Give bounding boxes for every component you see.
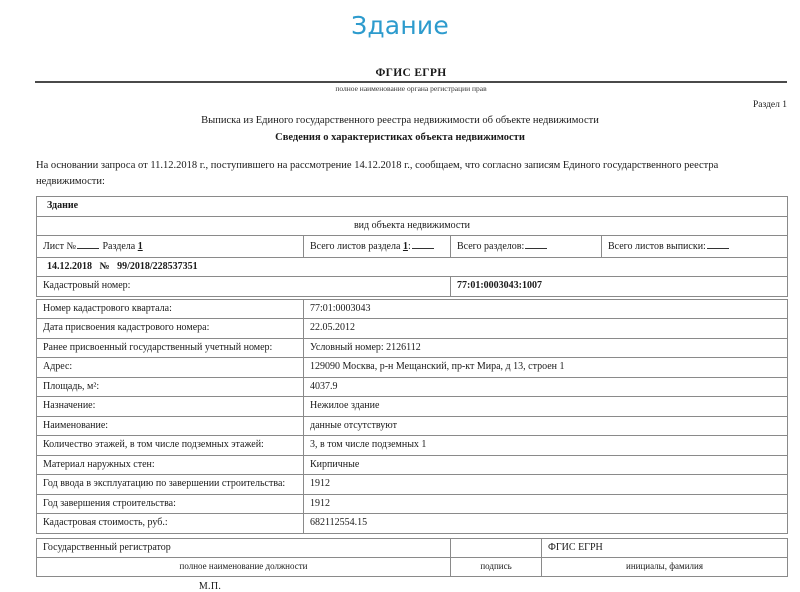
total-extract-sheets-label: Всего листов выписки: [608,241,706,253]
attribute-label: Наименование: [37,416,304,436]
signature-row-captions [37,558,788,576]
page-title: Здание [351,11,449,40]
attribute-label: Номер кадастрового квартала: [37,299,304,319]
attribute-value: Нежилое здание [304,397,788,417]
table-row [37,358,788,378]
attribute-label: Кадастровая стоимость, руб.: [37,514,304,534]
attribute-value: Условный номер: 2126112 [304,338,788,358]
table-row [37,319,788,339]
organization-caption: полное наименование органа регистрации прав [335,84,487,94]
attribute-label: Площадь, м²: [37,377,304,397]
attribute-label: Год завершения строительства: [37,494,304,514]
total-sections-label: Всего разделов: [457,241,525,253]
signature-field [451,538,542,558]
table-row [37,416,788,436]
attribute-label: Количество этажей, в том числе подземных этажей: [37,436,304,456]
table-row [37,397,788,417]
total-sheets-suffix: : [407,241,411,253]
document-line-cell [37,257,788,277]
total-section-sheets-cell [304,236,451,258]
attribute-label: Дата присвоения кадастрового номера: [37,319,304,339]
attribute-value: 3, в том числе подземных 1 [304,436,788,456]
stamp-placeholder: М.П. [198,580,222,592]
sheet-label-pre: Лист № [43,241,76,253]
section-label: Раздел 1 [753,100,787,111]
attribute-value: 1912 [304,494,788,514]
total-extract-sheets-blank [707,239,729,249]
attribute-label: Материал наружных стен: [37,455,304,475]
attribute-value: 77:01:0003043 [304,299,788,319]
object-type-value: Здание [37,197,788,217]
registrar-title: Государственный регистратор [37,538,451,558]
sheet-number-blank [77,239,99,249]
document-subtitle: Выписка из Единого государственного реестра недвижимости об объекте недвижимости [201,115,599,127]
table-row-document-line [37,257,788,277]
organization-header [0,67,800,95]
attribute-label: Год ввода в эксплуатацию по завершении строительства: [37,475,304,495]
document-no-sign: № [99,260,110,272]
object-type-caption: вид объекта недвижимости [37,216,788,236]
attribute-value: Кирпичные [304,455,788,475]
attribute-value: 1912 [304,475,788,495]
total-sheets-blank [412,239,434,249]
sheet-section-number: 1 [137,241,143,253]
total-sections-cell [451,236,602,258]
table-row [37,436,788,456]
table-row-object-type-caption [37,216,788,236]
attributes-table [36,299,788,534]
total-sheets-label: Всего листов раздела [310,241,401,253]
table-row [37,455,788,475]
initials-caption: инициалы, фамилия [542,558,788,576]
total-sheets-number: 1 [402,241,408,253]
object-details-table [36,196,788,297]
table-row [37,338,788,358]
signature-table [36,538,788,577]
attribute-label: Назначение: [37,397,304,417]
table-row-cadastral-number [37,277,788,297]
table-row-sheet-counters [37,236,788,258]
table-row [37,494,788,514]
attribute-value: 682112554.15 [304,514,788,534]
attribute-value: 129090 Москва, р-н Мещанский, пр-кт Мира, д 13, строен 1 [304,358,788,378]
intro-paragraph: На основании запроса от 11.12.2018 г., поступившего на рассмотрение 14.12.2018 г., сообщаем, что согласно записям Единого государственного реестра недвижимости: [36,159,719,187]
position-caption: полное наименование должности [37,558,451,576]
document-date: 14.12.2018 [47,260,92,272]
attribute-label: Адрес: [37,358,304,378]
total-sections-blank [525,239,547,249]
attribute-value: 22.05.2012 [304,319,788,339]
table-row [37,514,788,534]
table-row-object-type [37,197,788,217]
table-row [37,475,788,495]
document-subtitle-bold: Сведения о характеристиках объекта недвижимости [275,131,525,143]
cadastral-number-label: Кадастровый номер: [37,277,451,297]
attribute-value: данные отсутствуют [304,416,788,436]
table-row [37,299,788,319]
attribute-value: 4037.9 [304,377,788,397]
organization-name: ФГИС ЕГРН [375,66,447,79]
signature-caption: подпись [451,558,542,576]
sheet-number-cell [37,236,304,258]
signature-row-values [37,538,788,558]
table-row [37,377,788,397]
attribute-label: Ранее присвоенный государственный учетный номер: [37,338,304,358]
sheet-label-mid: Раздела [102,241,136,253]
cadastral-number-value: 77:01:0003043:1007 [451,277,788,297]
total-extract-sheets-cell [602,236,788,258]
registrar-org-name: ФГИС ЕГРН [542,538,788,558]
document-number: 99/2018/228537351 [117,260,198,272]
attributes-body [37,299,788,533]
